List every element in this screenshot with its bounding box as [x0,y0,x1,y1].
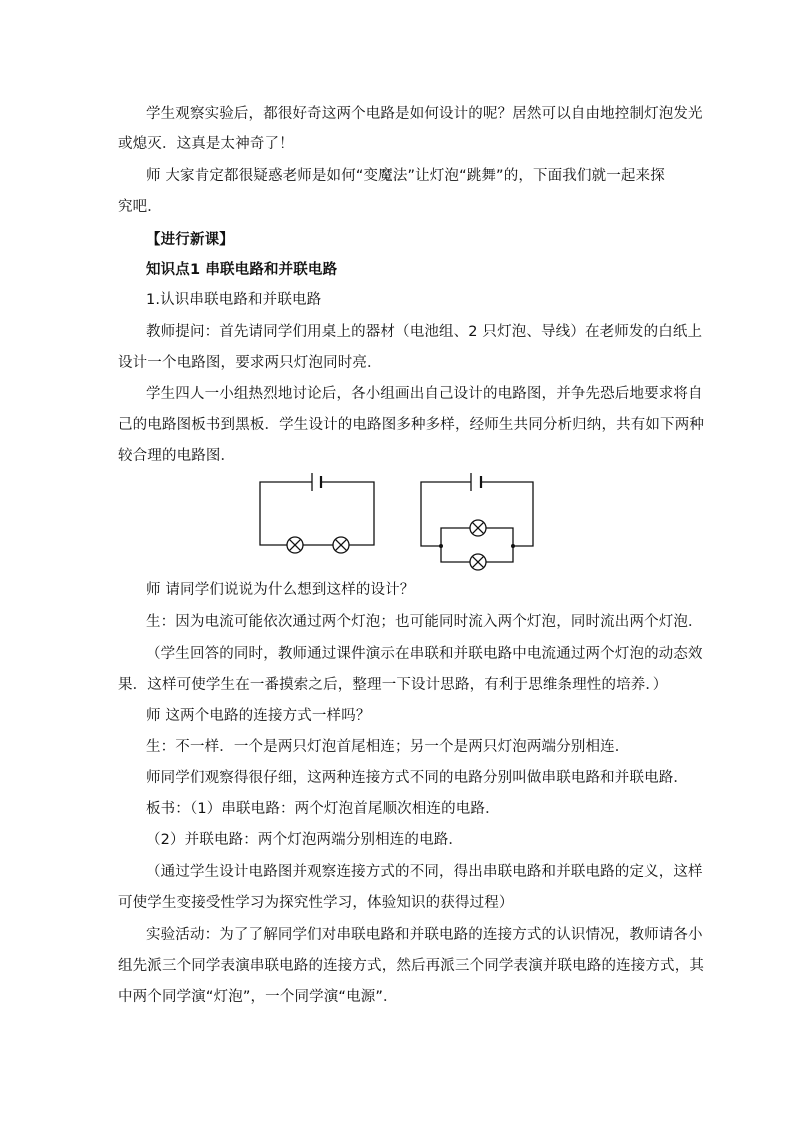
lamp-icon [287,537,303,553]
paragraph-line: 果．这样可使学生在一番摸索之后，整理一下设计思路，有利于思维条理性的培养．） [118,677,668,693]
paragraph-line: 师同学们观察得很仔细，这两种连接方式不同的电路分别叫做串联电路和并联电路． [146,770,689,786]
paragraph-line: 组先派三个同学表演串联电路的连接方式，然后再派三个同学表演并联电路的连接方式，其 [118,958,704,974]
paragraph-line: 学生观察实验后，都很好奇这两个电路是如何设计的呢？居然可以自由地控制灯泡发光 [146,106,703,122]
paragraph-line: 较合理的电路图． [118,448,236,464]
lamp-icon [470,520,486,536]
paragraph-line: 或熄灭．这真是太神奇了！ [118,136,294,152]
series-circuit [260,473,374,553]
paragraph-line: 生：因为电流可能依次通过两个灯泡；也可能同时流入两个灯泡，同时流出两个灯泡． [146,614,703,630]
paragraph-line: （通过学生设计电路图并观察连接方式的不同，得出串联电路和并联电路的定义，这样 [146,864,703,880]
paragraph-line: （2）并联电路：两个灯泡两端分别相连的电路． [146,832,464,848]
section-heading: 【进行新课】 [146,232,234,248]
paragraph-line: 设计一个电路图，要求两只灯泡同时亮． [118,355,382,371]
knowledge-point-title: 知识点1 串联电路和并联电路 [146,262,338,278]
paragraph-line: 师 这两个电路的连接方式一样吗？ [146,708,371,724]
paragraph-line: 板书：（1）串联电路：两个灯泡首尾顺次相连的电路． [146,801,500,817]
paragraph-line: 生：不一样．一个是两只灯泡首尾相连；另一个是两只灯泡两端分别相连． [146,739,630,755]
lamp-icon [470,554,486,570]
paragraph-line: 教师提问：首先请同学们用桌上的器材（电池组、2 只灯泡、导线）在老师发的白纸上 [146,324,703,340]
parallel-circuit [421,473,533,570]
battery-icon [312,473,321,491]
battery-icon [471,473,481,491]
paragraph-line: 究吧． [118,199,162,215]
paragraph-line: 中两个同学演“灯泡”，一个同学演“电源”． [118,989,398,1005]
paragraph-line: 师 请同学们说说为什么想到这样的设计？ [146,582,415,598]
paragraph-line: 实验活动：为了了解同学们对串联电路和并联电路的连接方式的认识情况，教师请各小 [146,927,703,943]
paragraph-line: 可使学生变接受性学习为探究性学习，体验知识的获得过程） [118,895,514,911]
paragraph-line: 师 大家肯定都很疑惑老师是如何“变魔法”让灯泡“跳舞”的，下面我们就一起来探 [146,168,665,184]
lamp-icon [333,537,349,553]
paragraph-line: （学生回答的同时，教师通过课件演示在串联和并联电路中电流通过两个灯泡的动态效 [146,646,703,662]
paragraph-line: 学生四人一小组热烈地讨论后，各小组画出自己设计的电路图，并争先恐后地要求将自 [146,386,703,402]
paragraph-line: 己的电路图板书到黑板．学生设计的电路图多种多样，经师生共同分析归纳，共有如下两种 [118,417,704,433]
subsection-title: 1.认识串联电路和并联电路 [146,292,322,308]
